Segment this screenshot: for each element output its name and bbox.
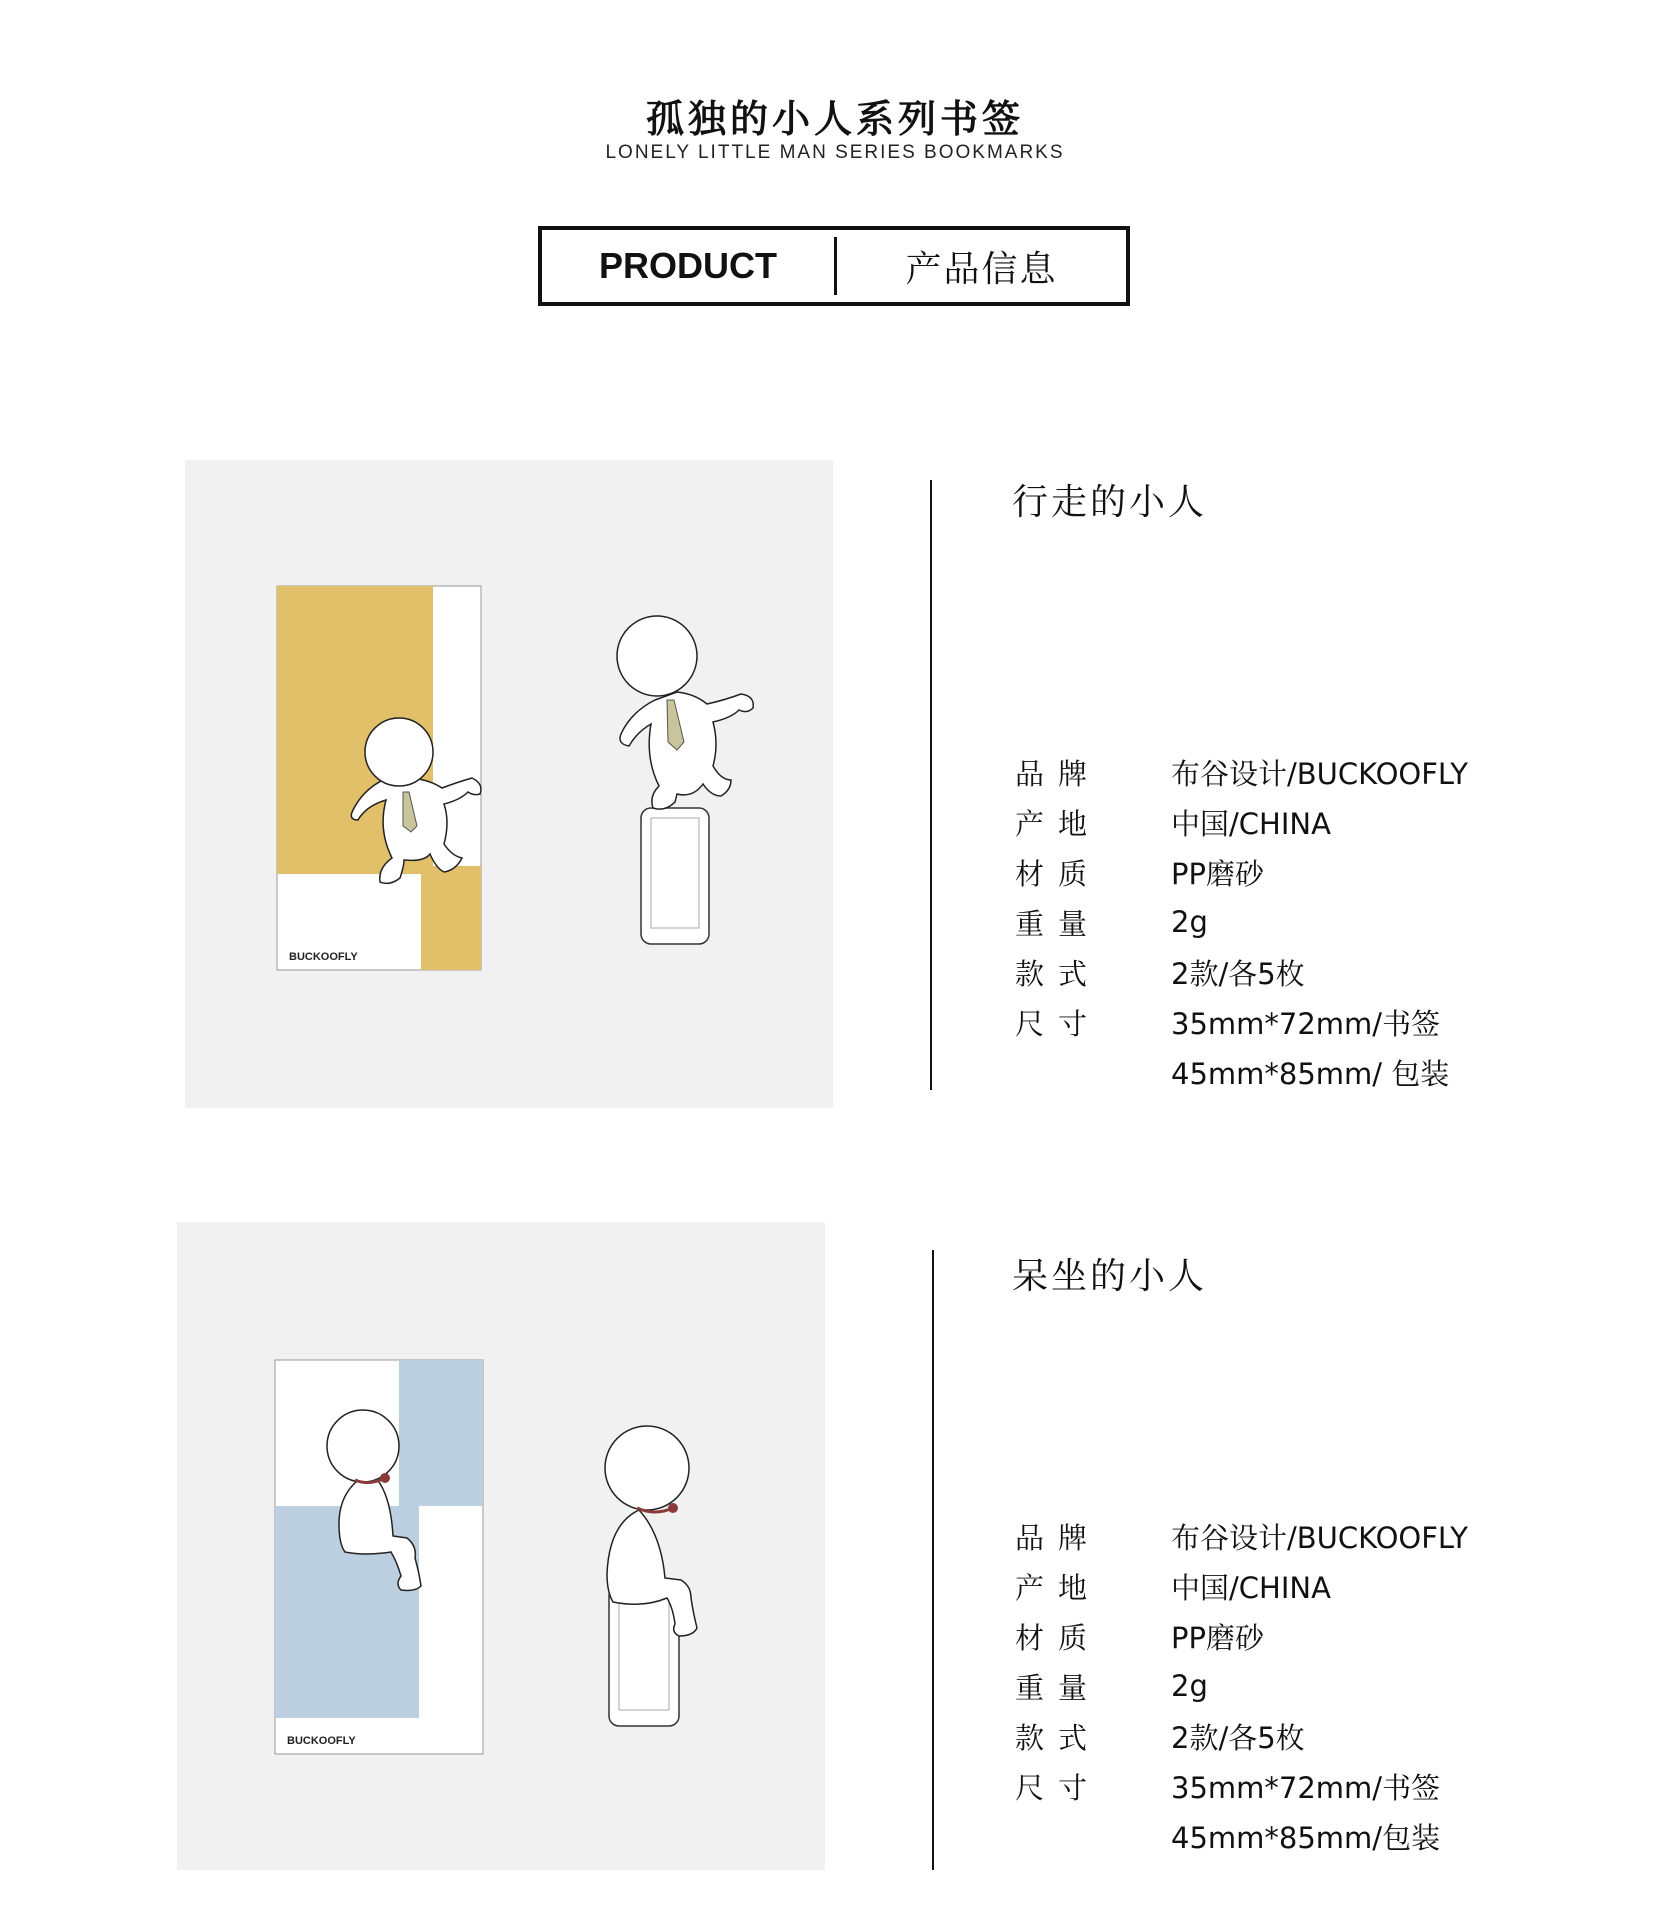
product-name-walking: 行走的小人 bbox=[1012, 482, 1208, 523]
spec-row-brand bbox=[1015, 752, 1468, 792]
spec-label: 尺寸 bbox=[1015, 1770, 1102, 1805]
spec-value: 45mm*85mm/ 包装 bbox=[1171, 1056, 1450, 1091]
spec-label: 材质 bbox=[1015, 856, 1102, 891]
page-title: 孤独的小人系列书签 bbox=[645, 97, 1024, 141]
spec-value: 2g bbox=[1171, 905, 1208, 939]
spec-row-weight bbox=[1015, 1666, 1208, 1706]
card-brand-text: BUCKOOFLY bbox=[289, 951, 358, 963]
page-subtitle: LONELY LITTLE MAN SERIES BOOKMARKS bbox=[605, 142, 1065, 163]
spec-value: 布谷设计/BUCKOOFLY bbox=[1171, 1520, 1468, 1555]
product-info-label: 产品信息 bbox=[905, 248, 1058, 290]
spec-label: 产地 bbox=[1015, 806, 1102, 841]
spec-row-size bbox=[1015, 1002, 1440, 1042]
spec-label: 产地 bbox=[1015, 1570, 1102, 1605]
spec-value: 35mm*72mm/书签 bbox=[1171, 1006, 1441, 1041]
spec-row-package-size bbox=[1015, 1052, 1449, 1092]
spec-value: 35mm*72mm/书签 bbox=[1171, 1770, 1441, 1805]
spec-row-material bbox=[1015, 852, 1264, 892]
spec-label: 款式 bbox=[1015, 1720, 1102, 1755]
spec-label: 重量 bbox=[1015, 1670, 1102, 1705]
spec-label: 品牌 bbox=[1015, 1520, 1102, 1555]
divider-line-2 bbox=[932, 1250, 934, 1870]
spec-label: 款式 bbox=[1015, 956, 1102, 991]
spec-row-origin bbox=[1015, 802, 1331, 842]
divider-line-1 bbox=[930, 480, 932, 1090]
spec-label: 品牌 bbox=[1015, 756, 1102, 791]
spec-value: 2款/各5枚 bbox=[1171, 956, 1305, 991]
spec-value: PP磨砂 bbox=[1171, 1620, 1264, 1655]
spec-value: 45mm*85mm/包装 bbox=[1171, 1820, 1441, 1855]
spec-value: 布谷设计/BUCKOOFLY bbox=[1171, 756, 1468, 791]
product-image-sitting bbox=[177, 1222, 825, 1870]
spec-value: 中国/CHINA bbox=[1171, 806, 1331, 841]
spec-row-package-size bbox=[1015, 1816, 1440, 1856]
spec-row-weight bbox=[1015, 902, 1208, 942]
spec-row-brand bbox=[1015, 1516, 1468, 1556]
spec-row-style bbox=[1015, 952, 1305, 992]
spec-row-material bbox=[1015, 1616, 1264, 1656]
product-label: PRODUCT bbox=[599, 245, 777, 286]
spec-label: 重量 bbox=[1015, 906, 1102, 941]
card-brand-text: BUCKOOFLY bbox=[287, 1735, 356, 1747]
walking-man-illustration bbox=[185, 460, 833, 1108]
spec-label: 尺寸 bbox=[1015, 1006, 1102, 1041]
spec-label: 材质 bbox=[1015, 1620, 1102, 1655]
spec-value: PP磨砂 bbox=[1171, 856, 1264, 891]
product-name-sitting: 呆坐的小人 bbox=[1012, 1256, 1208, 1297]
spec-value: 中国/CHINA bbox=[1171, 1570, 1331, 1605]
sitting-man-illustration bbox=[177, 1222, 825, 1870]
spec-row-size bbox=[1015, 1766, 1440, 1806]
section-header-box bbox=[538, 226, 1130, 306]
spec-row-origin bbox=[1015, 1566, 1331, 1606]
product-image-walking bbox=[185, 460, 833, 1108]
spec-value: 2款/各5枚 bbox=[1171, 1720, 1305, 1755]
spec-value: 2g bbox=[1171, 1669, 1208, 1703]
spec-row-style bbox=[1015, 1716, 1305, 1756]
